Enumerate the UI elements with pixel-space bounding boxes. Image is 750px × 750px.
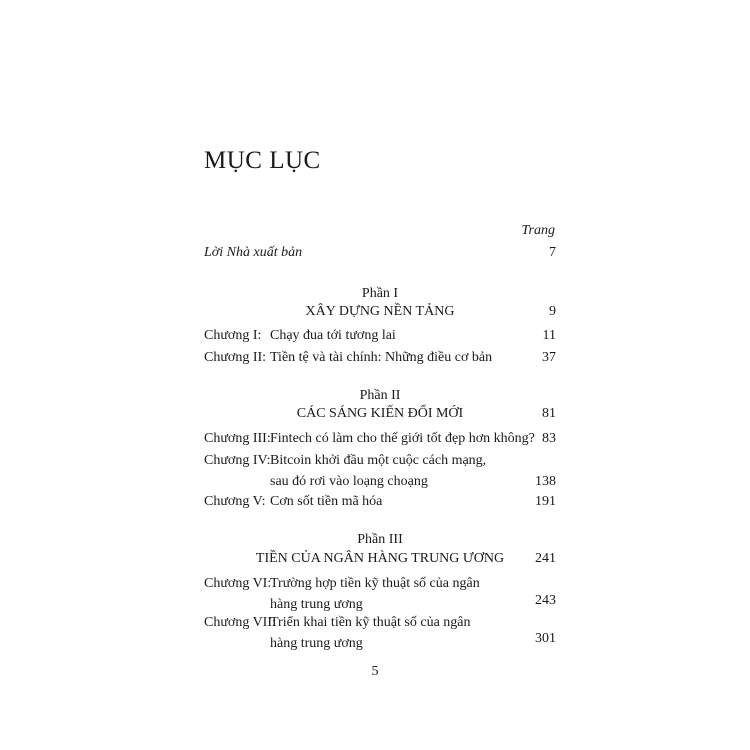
chapter-number: Chương I: xyxy=(204,328,262,343)
chapter-title: Fintech có làm cho thế giới tốt đẹp hơn không? xyxy=(270,431,535,446)
chapter-number: Chương VII: xyxy=(204,615,276,630)
part-heading: Phần III xyxy=(357,532,403,547)
toc-entry-intro xyxy=(204,245,556,261)
part-title-text: XÂY DỰNG NỀN TẢNG xyxy=(305,304,455,319)
chapter-title: Tiền tệ và tài chính: Những điều cơ bản xyxy=(270,350,493,365)
toc-entry-page: 83 xyxy=(542,431,556,446)
part-title-text: CÁC SÁNG KIẾN ĐỔI MỚI xyxy=(296,406,464,421)
toc-entry-page: 243 xyxy=(535,593,556,608)
chapter-title: Chạy đua tới tương lai xyxy=(270,328,396,343)
part-title xyxy=(204,551,556,567)
toc-entry-page: 7 xyxy=(549,245,556,260)
toc-entry-page: 37 xyxy=(542,350,556,365)
toc-entry-page: 138 xyxy=(535,474,556,489)
chapter-title: Cơn sốt tiền mã hóa xyxy=(270,494,383,509)
chapter-title: Triển khai tiền kỹ thuật số của ngân hàng trung ương xyxy=(270,615,471,651)
toc-entry-chapter xyxy=(204,573,556,615)
part-title xyxy=(204,304,556,320)
part-heading: Phần II xyxy=(359,388,401,403)
page-title: MỤC LỤC xyxy=(204,147,321,174)
toc-entry-page: 241 xyxy=(535,551,556,566)
toc-entry-title: Lời Nhà xuất bản xyxy=(204,245,303,260)
toc-entry-page: 301 xyxy=(535,631,556,646)
chapter-title: Bitcoin khởi đầu một cuộc cách mạng, sau đó rơi vào loạng choạng xyxy=(270,453,487,489)
part-title-text: TIỀN CỦA NGÂN HÀNG TRUNG ƯƠNG xyxy=(255,551,505,566)
toc-entry-page: 191 xyxy=(535,494,556,509)
toc-entry-page: 81 xyxy=(542,406,556,421)
chapter-number: Chương III: xyxy=(204,431,271,446)
toc-entry-chapter xyxy=(204,612,556,654)
chapter-number: Chương VI: xyxy=(204,576,272,591)
toc-entry-page: 9 xyxy=(549,304,556,319)
toc-entry-page: 11 xyxy=(542,328,556,343)
part-title xyxy=(204,406,556,422)
chapter-title: Trường hợp tiền kỹ thuật số của ngân hàng trung ương xyxy=(270,576,480,612)
chapter-number: Chương II: xyxy=(204,350,267,365)
page-column-header: Trang xyxy=(521,223,555,238)
page-number: 5 xyxy=(371,664,379,679)
toc-entry-chapter xyxy=(204,450,556,492)
chapter-number: Chương IV: xyxy=(204,453,271,468)
chapter-number: Chương V: xyxy=(204,494,266,509)
part-heading: Phần I xyxy=(361,286,399,301)
